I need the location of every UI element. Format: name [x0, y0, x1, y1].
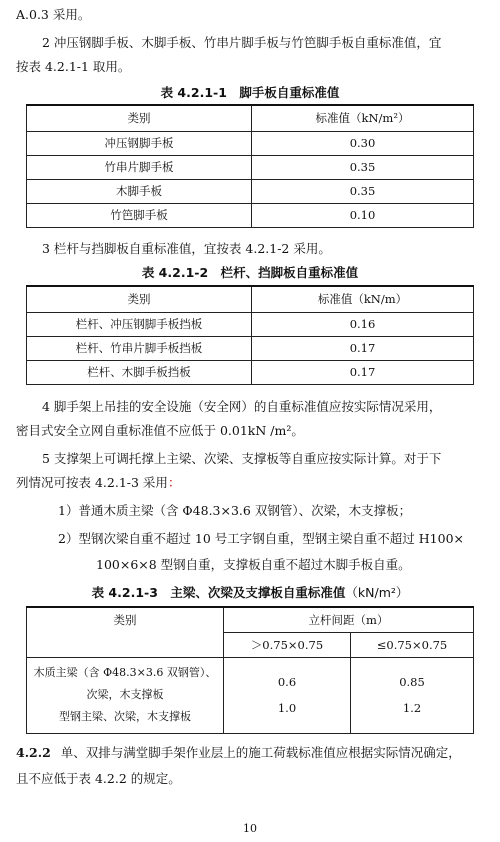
value-wood-gt: 0.6: [277, 675, 297, 689]
table-cell: 冲压钢脚手板: [27, 131, 252, 155]
subitem-1: 1）普通木质主梁（含 Φ48.3×3.6 双钢管）、次梁，木支撑板；: [58, 503, 412, 518]
table-cell-values-le: [351, 657, 474, 733]
item-4-line1: 4 脚手架上吊挂的安全设施（安全网）的自重标准值应按实际情况采用，: [42, 399, 442, 414]
item-4-line2: 密目式安全立网自重标准值不应低于 0.01kN /m²。: [16, 423, 304, 438]
table-row: [27, 131, 474, 155]
value-steel-gt: 1.0: [277, 701, 297, 715]
item-5-line1: 5 支撑架上可调托撑上主梁、次梁、支撑板等自重应按实际计算。对于下: [42, 451, 442, 466]
table-row: [27, 312, 474, 336]
category-steel: 型钢主梁、次梁，木支撑板: [59, 710, 191, 723]
table-caption-text: 表 4.2.1-3 主梁、次梁及支撑板自重标准值: [91, 585, 346, 600]
table-header-category: 类别: [27, 105, 252, 131]
value-wood-le: 0.85: [399, 675, 425, 689]
item-3: 3 栏杆与挡脚板自重标准值，宜按表 4.2.1-2 采用。: [42, 241, 331, 256]
table-cell: 0.10: [252, 203, 474, 227]
table-header-spacing: 立杆间距（m）: [224, 607, 474, 632]
table-4-2-1-1-caption: 表 4.2.1-1 脚手板自重标准值: [160, 85, 340, 100]
table-4-2-1-1: [26, 104, 474, 228]
table-4-2-1-2: [26, 285, 474, 385]
table-row: [27, 360, 474, 384]
table-subheader-gt: ＞0.75×0.75: [224, 632, 351, 657]
table-cell: 0.35: [252, 155, 474, 179]
table-cell-values-gt: [224, 657, 351, 733]
table-cell: 竹笆脚手板: [27, 203, 252, 227]
item-5-line2-text: 列情况可按表 4.2.1-3 采用: [16, 475, 168, 490]
table-header-category: 类别: [27, 607, 224, 657]
subitem-2-line2: 100×6×8 型钢自重，支撑板自重不超过木脚手板自重。: [96, 557, 411, 572]
clause-4-2-2-line1: [16, 744, 461, 762]
table-cell: 竹串片脚手板: [27, 155, 252, 179]
item-2-line1: 2 冲压钢脚手板、木脚手板、竹串片脚手板与竹笆脚手板自重标准值，宜: [42, 35, 442, 50]
table-cell: 栏杆、竹串片脚手板挡板: [27, 336, 252, 360]
category-wood-line2: 次梁，木支撑板: [86, 688, 164, 701]
table-row: [27, 155, 474, 179]
table-cell: 0.35: [252, 179, 474, 203]
table-cell: 木脚手板: [27, 179, 252, 203]
subitem-2-line1: 2）型钢次梁自重不超过 10 号工字钢自重，型钢主梁自重不超过 H100×: [58, 531, 465, 546]
table-cell: 0.17: [252, 336, 474, 360]
table-cell: 0.16: [252, 312, 474, 336]
table-4-2-1-3: [26, 606, 474, 734]
table-cell: 0.30: [252, 131, 474, 155]
table-4-2-1-2-caption: 表 4.2.1-2 栏杆、挡脚板自重标准值: [141, 265, 359, 280]
item-5-line2: [16, 474, 180, 492]
table-row: [27, 203, 474, 227]
clause-text: 单、双排与满堂脚手架作业层上的施工荷载标准值应根据实际情况确定，: [60, 745, 461, 760]
page-number: 10: [243, 822, 257, 835]
clause-4-2-2-line2: 且不应低于表 4.2.2 的规定。: [16, 771, 181, 786]
table-row: [27, 336, 474, 360]
table-4-2-1-3-caption: [0, 584, 500, 602]
table-header-category: 类别: [27, 286, 252, 312]
table-header-value: 标准值（kN/m²）: [252, 105, 474, 131]
table-subheader-le: ≤0.75×0.75: [351, 632, 474, 657]
clause-number: 4.2.2: [16, 745, 51, 760]
table-cell: 栏杆、木脚手板挡板: [27, 360, 252, 384]
table-row: [27, 179, 474, 203]
item-5-colon: ：: [167, 475, 181, 490]
table-header-value: 标准值（kN/m）: [252, 286, 474, 312]
table-row: [27, 657, 474, 733]
table-caption-unit: （kN/m²）: [345, 585, 409, 600]
table-cell-categories: [27, 657, 224, 733]
category-wood-line1: 木质主梁（含 Φ48.3×3.6 双钢管）、: [33, 666, 217, 679]
value-steel-le: 1.2: [402, 701, 422, 715]
table-cell: 0.17: [252, 360, 474, 384]
paragraph-continuation: A.0.3 采用。: [16, 7, 91, 22]
table-cell: 栏杆、冲压钢脚手板挡板: [27, 312, 252, 336]
item-2-line2: 按表 4.2.1-1 取用。: [16, 59, 131, 74]
